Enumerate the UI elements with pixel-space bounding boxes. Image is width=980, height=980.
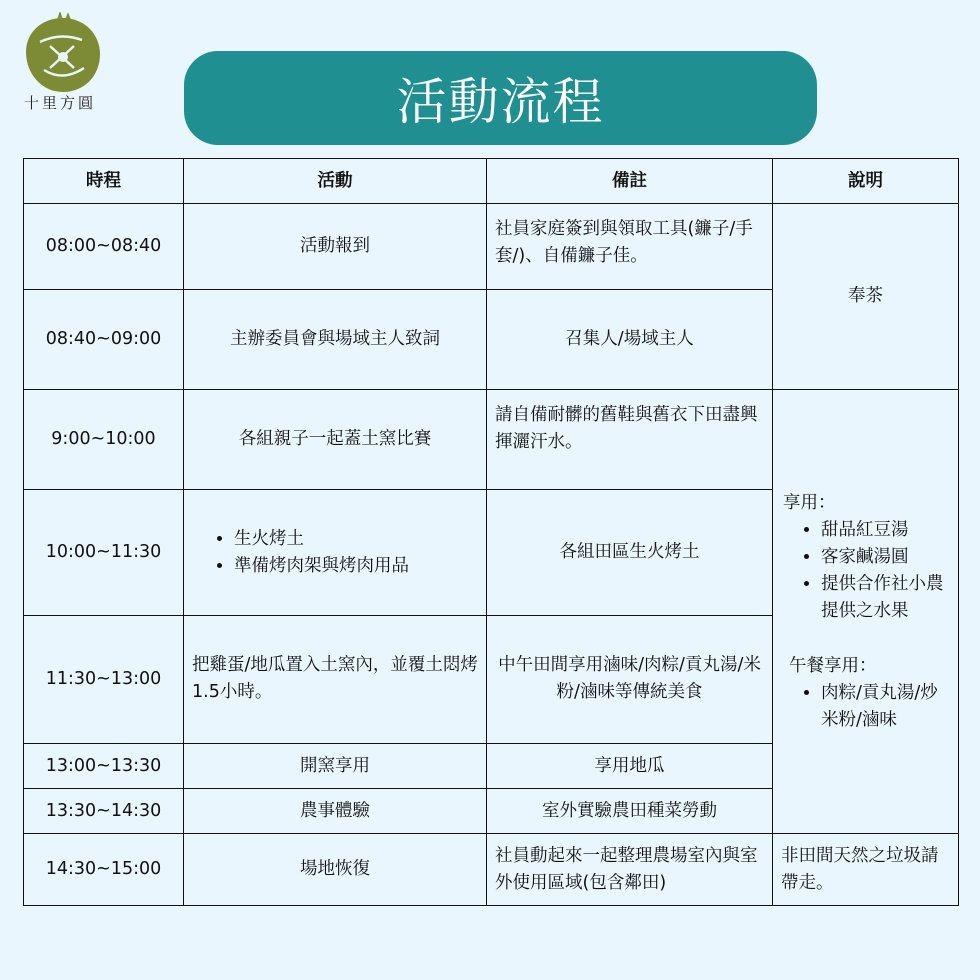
explain-heading: 享用：	[783, 492, 836, 513]
activity-cell	[184, 490, 487, 616]
activity-cell: 各組親子一起蓋土窯比賽	[184, 390, 487, 490]
activity-list	[192, 526, 478, 580]
note-cell: 社員家庭簽到與領取工具(鐮子/手套/)、自備鐮子佳。	[487, 204, 773, 290]
logo-caption: 十里方圓	[24, 94, 97, 112]
note-cell: 享用地瓜	[487, 744, 773, 789]
header-note: 備註	[487, 159, 773, 204]
table-header-row	[24, 159, 959, 204]
explain-list-block	[781, 490, 950, 734]
activity-cell: 農事體驗	[184, 789, 487, 834]
list-item: • 提供合作社小農提供之水果	[821, 571, 950, 625]
time-cell: 13:30~14:30	[24, 789, 184, 834]
note-cell: 各組田區生火烤土	[487, 490, 773, 616]
note-cell: 請自備耐髒的舊鞋與舊衣下田盡興揮灑汗水。	[487, 390, 773, 490]
note-cell: 社員動起來一起整理農場室內與室外使用區域(包含鄰田)	[487, 834, 773, 906]
note-cell: 召集人/場域主人	[487, 290, 773, 390]
note-cell: 室外實驗農田種菜勞動	[487, 789, 773, 834]
activity-cell: 把雞蛋/地瓜置入土窯內，並覆土悶烤1.5小時。	[184, 616, 487, 744]
explain-cell	[773, 390, 959, 834]
time-cell: 08:00~08:40	[24, 204, 184, 290]
table-row	[24, 390, 959, 490]
list-item: • 肉粽/貢丸湯/炒米粉/滷味	[821, 680, 950, 734]
time-cell: 14:30~15:00	[24, 834, 184, 906]
header-explain: 說明	[773, 159, 959, 204]
table-row	[24, 204, 959, 290]
title-bar	[184, 51, 817, 145]
list-item: • 客家鹹湯圓	[821, 544, 950, 571]
activity-cell: 開窯享用	[184, 744, 487, 789]
time-cell: 08:40~09:00	[24, 290, 184, 390]
explain-heading: 午餐享用：	[789, 655, 877, 676]
activity-cell: 主辦委員會與場域主人致詞	[184, 290, 487, 390]
logo-emblem-icon	[20, 12, 106, 98]
explain-cell: 非田間天然之垃圾請帶走。	[773, 834, 959, 906]
explain-cell: 奉茶	[773, 204, 959, 390]
time-cell: 11:30~13:00	[24, 616, 184, 744]
list-item: • 生火烤土	[234, 526, 478, 553]
time-cell: 9:00~10:00	[24, 390, 184, 490]
activity-cell: 場地恢復	[184, 834, 487, 906]
note-cell: 中午田間享用滷味/肉粽/貢丸湯/米粉/滷味等傳統美食	[487, 616, 773, 744]
explain-list	[783, 517, 950, 625]
list-item: • 甜品紅豆湯	[821, 517, 950, 544]
explain-list	[783, 680, 950, 734]
header-activity: 活動	[184, 159, 487, 204]
header-time: 時程	[24, 159, 184, 204]
page-title: 活動流程	[396, 73, 605, 131]
activity-cell: 活動報到	[184, 204, 487, 290]
table-row	[24, 834, 959, 906]
time-cell: 10:00~11:30	[24, 490, 184, 616]
list-item: • 準備烤肉架與烤肉用品	[234, 553, 478, 580]
schedule-table	[23, 158, 959, 906]
time-cell: 13:00~13:30	[24, 744, 184, 789]
